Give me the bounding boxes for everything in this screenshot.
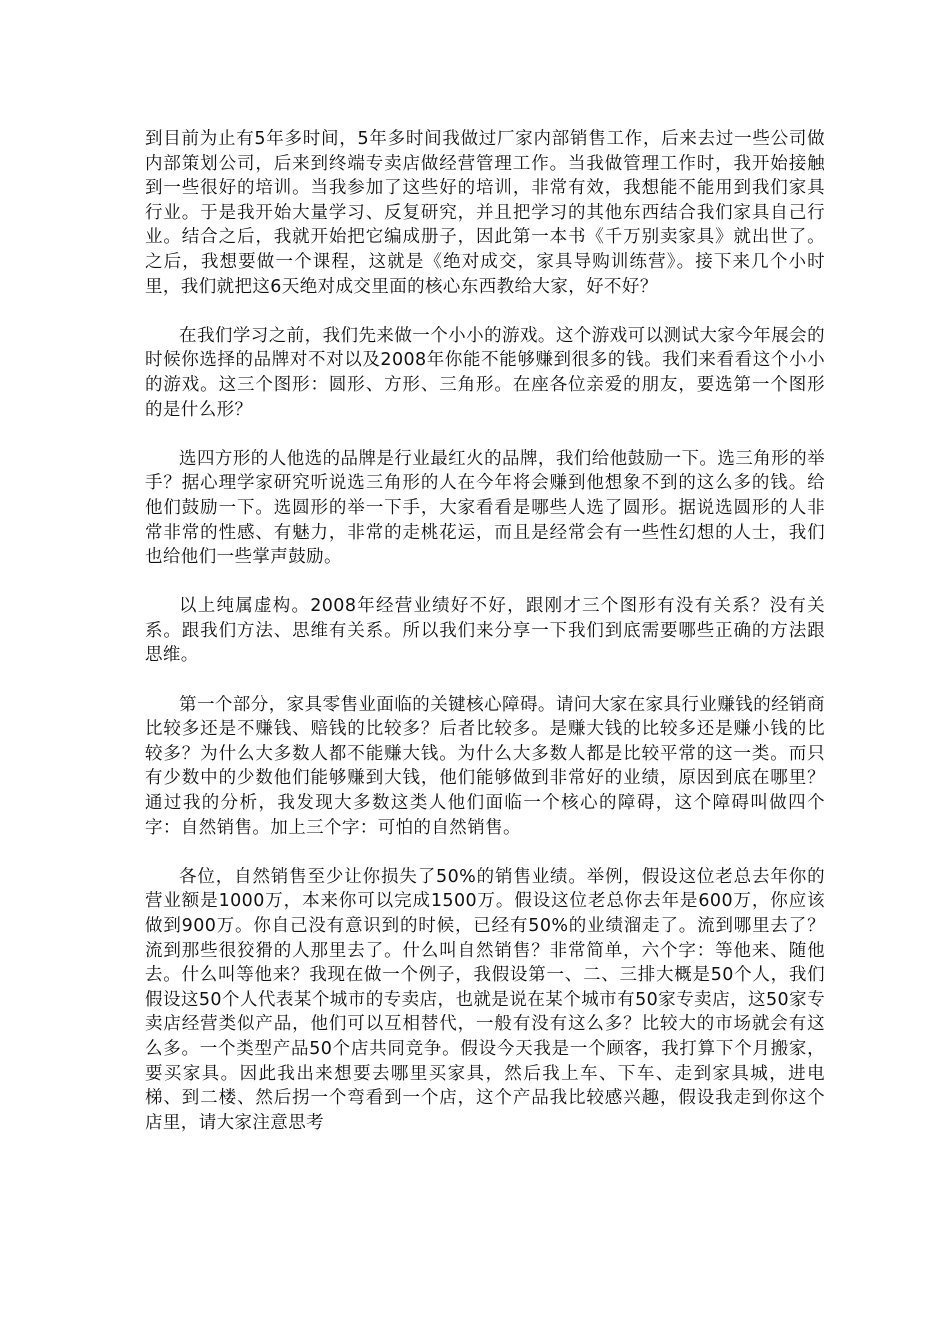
paragraph-shapes: 选四方形的人他选的品牌是行业最红火的品牌，我们给他鼓励一下。选三角形的举手？据心理学家研究听说选三角形的人在今年将会赚到他想象不到的这么多的钱。给他们鼓励一下。选圆形的举一下手，大家看看是哪些人选了圆形。据说选圆形的人非常非常的性感、有魅力，非常的走桃花运，而且是经常会有一些性幻想的人士，我们也给他们一些掌声鼓励。 (145, 448, 825, 568)
paragraph-core-obstacle: 第一个部分，家具零售业面临的关键核心障碍。请问大家在家具行业赚钱的经销商比较多还是不赚钱、赔钱的比较多？后者比较多。是赚大钱的比较多还是赚小钱的比较多？为什么大多数人都不能赚大钱。为什么大多数人都是比较平常的这一类。而只有少数中的少数他们能够赚到大钱，他们能够做到非常好的业绩，原因到底在哪里？通过我的分析，我发现大多数这类人他们面临一个核心的障碍，这个障碍叫做四个字：自然销售。加上三个字：可怕的自然销售。 (145, 694, 825, 838)
paragraph-intro: 到目前为止有5年多时间，5年多时间我做过厂家内部销售工作，后来去过一些公司做内部策划公司，后来到终端专卖店做经营管理工作。当我做管理工作时，我开始接触到一些很好的培训。当我参加了这些好的培训，非常有效，我想能不能用到我们家具行业。于是我开始大量学习、反复研究，并且把学习的其他东西结合我们家具自己行业。结合之后，我就开始把它编成册子，因此第一本书《千万别卖家具》就出世了。之后，我想要做一个课程，这就是《绝对成交，家具导购训练营》。接下来几个小时里，我们就把这6天绝对成交里面的核心东西教给大家，好不好？ (145, 129, 825, 297)
paragraph-fiction: 以上纯属虚构。2008年经营业绩好不好，跟刚才三个图形有没有关系？没有关系。跟我们方法、思维有关系。所以我们来分享一下我们到底需要哪些正确的方法跟思维。 (145, 596, 825, 666)
paragraph-game: 在我们学习之前，我们先来做一个小小的游戏。这个游戏可以测试大家今年展会的时候你选择的品牌对不对以及2008年你能不能够赚到很多的钱。我们来看看这个小小的游戏。这三个图形：圆形、方形、三角形。在座各位亲爱的朋友，要选第一个图形的是什么形？ (145, 325, 825, 420)
document-body (145, 127, 825, 1160)
paragraph-natural-sales: 各位，自然销售至少让你损失了50%的销售业绩。举例，假设这位老总去年你的营业额是1000万，本来你可以完成1500万。假设这位老总你去年是600万，你应该做到900万。你自己没有意识到的时候，已经有50%的业绩溜走了。流到哪里去了？流到那些很狡猾的人那里去了。什么叫自然销售？非常简单，六个字：等他来、随他去。什么叫等他来？我现在做一个例子，我假设第一、二、三排大概是50个人，我们假设这50个人代表某个城市的专卖店，也就是说在某个城市有50家专卖店，这50家专卖店经营类似产品，他们可以互相替代，一般有没有这么多？比较大的市场就会有这么多。一个类型产品50个店共同竞争。假设今天我是一个顾客，我打算下个月搬家，要买家具。因此我出来想要去哪里买家具，然后我上车、下车、走到家具城，进电梯、到二楼、然后拐一个弯看到一个店，这个产品我比较感兴趣，假设我走到你这个店里，请大家注意思考 (145, 866, 825, 1133)
